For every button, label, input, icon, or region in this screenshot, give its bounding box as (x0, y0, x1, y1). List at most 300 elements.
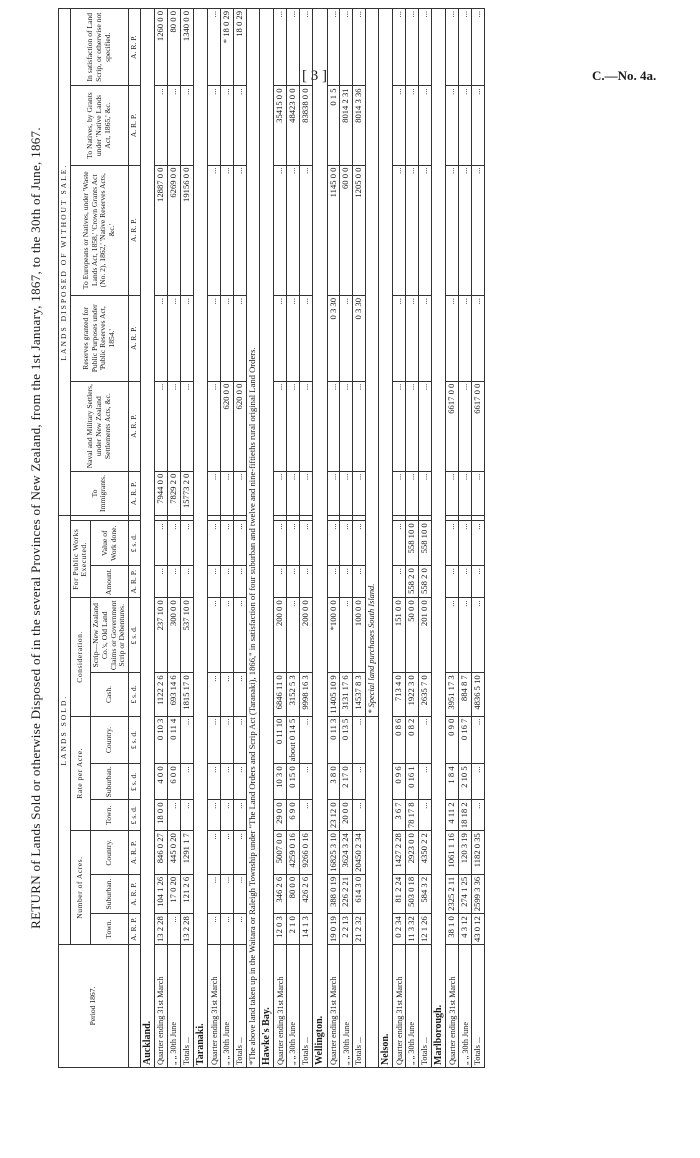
period-cell: Totals ... (419, 945, 432, 1068)
immigrants-cell: ... (208, 471, 221, 516)
acres-header: Number of Acres. (70, 831, 90, 945)
rate-town-cell: ... (234, 800, 247, 831)
town-cell: 2 2 13 (340, 914, 353, 945)
suburban-cell: 584 3 2 (419, 874, 432, 913)
cash-cell: 1815 17 0 (181, 673, 194, 716)
immigrants-cell: ... (234, 471, 247, 516)
rate-suburban-cell: 0 16 1 (406, 764, 419, 800)
natives-cell: ... (181, 86, 194, 165)
amount-cell: ... (234, 566, 247, 598)
cash-cell: 2635 7 0 (419, 673, 432, 716)
suburban-cell: 274 1 25 (459, 874, 472, 913)
reserves-cell: ... (234, 295, 247, 381)
reserves-cell: ... (340, 295, 353, 381)
footnote-row (247, 9, 260, 1068)
value-cell: ... (181, 521, 194, 566)
town-cell: 21 2 32 (353, 914, 366, 945)
document-reference: C.—No. 4a. (592, 68, 657, 83)
immigrants-cell: ... (300, 471, 313, 516)
spacer-cell (327, 516, 340, 521)
province-name: Auckland. (140, 9, 155, 1068)
period-cell: Totals ... (353, 945, 366, 1068)
cash-cell: 11405 10 9 (327, 673, 340, 716)
town-cell: ... (234, 914, 247, 945)
natives-cell: ... (155, 86, 168, 165)
units-cell: A. R. P. (129, 86, 141, 165)
amount-cell: ... (327, 566, 340, 598)
table-row (168, 9, 181, 1068)
period-cell: „ „ 30th June (221, 945, 234, 1068)
spacer-cell (459, 516, 472, 521)
scrip-cell: 201 0 0 (419, 598, 432, 673)
rate-suburban-cell: ... (353, 764, 366, 800)
table-row (208, 9, 221, 1068)
reserves-cell: ... (393, 295, 406, 381)
units-cell: £ s. d. (129, 673, 141, 716)
cash-cell: 4836 5 10 (472, 673, 485, 716)
province-name: Taranaki. (193, 9, 208, 1068)
europeans-cell: ... (406, 165, 419, 295)
units-cell: £ s. d. (129, 598, 141, 673)
satisfaction-cell: 80 0 0 (168, 9, 181, 86)
rate-suburban-cell: ... (234, 764, 247, 800)
europeans-cell: ... (459, 165, 472, 295)
value-cell: ... (274, 521, 287, 566)
satisfaction-cell: ... (300, 9, 313, 86)
country-cell: 1291 1 7 (181, 831, 194, 875)
europeans-cell: ... (393, 165, 406, 295)
rate-country-cell: ... (208, 716, 221, 764)
amount-header: Amount. (91, 566, 129, 598)
rate-country-cell: 0 9 0 (446, 716, 459, 764)
naval-cell: 6617 0 0 (446, 381, 459, 471)
spacer-cell (340, 516, 353, 521)
rate-suburban-cell: ... (221, 764, 234, 800)
europeans-cell: 60 0 0 (340, 165, 353, 295)
scrip-cell: 151 0 0 (393, 598, 406, 673)
town-cell: 19 0 19 (327, 914, 340, 945)
scrip-cell: ... (287, 598, 300, 673)
suburban-cell: 17 0 20 (168, 874, 181, 913)
scrip-cell: 300 0 0 (168, 598, 181, 673)
satisfaction-cell: * 18 0 29 (221, 9, 234, 86)
reserves-cell: ... (181, 295, 194, 381)
country-cell: 5007 0 0 (274, 831, 287, 875)
value-cell: 558 10 0 (419, 521, 432, 566)
units-cell: A. R. P. (129, 914, 141, 945)
naval-cell: 6617 0 0 (472, 381, 485, 471)
spacer-cell (234, 516, 247, 521)
town-cell: 11 3 32 (406, 914, 419, 945)
value-cell: ... (459, 521, 472, 566)
naval-cell: ... (208, 381, 221, 471)
satisfaction-cell: ... (287, 9, 300, 86)
satisfaction-cell: ... (419, 9, 432, 86)
spacer-cell (168, 516, 181, 521)
natives-cell: 48423 0 0 (287, 86, 300, 165)
rate-country-cell: ... (221, 716, 234, 764)
reserves-cell: ... (419, 295, 432, 381)
europeans-cell: ... (419, 165, 432, 295)
suburban-cell: 80 0 0 (287, 874, 300, 913)
country-cell: 120 3 19 (459, 831, 472, 875)
page-number: [ 3 ] (302, 68, 327, 84)
immigrants-cell: ... (287, 471, 300, 516)
totals-row (300, 9, 313, 1068)
immigrants-cell: 15773 2 0 (181, 471, 194, 516)
table-row (221, 9, 234, 1068)
spacer-cell (446, 516, 459, 521)
rate-town-cell: 3 6 7 (393, 800, 406, 831)
suburban-cell: 614 3 0 (353, 874, 366, 913)
reserves-cell: ... (459, 295, 472, 381)
europeans-cell: 1145 0 0 (327, 165, 340, 295)
country-cell: ... (208, 831, 221, 875)
rotated-return-table (14, 0, 700, 1088)
cash-cell: ... (221, 673, 234, 716)
table-row (393, 9, 406, 1068)
europeans-cell: ... (446, 165, 459, 295)
province-row (259, 9, 274, 1068)
satisfaction-cell: ... (353, 9, 366, 86)
amount-cell: ... (208, 566, 221, 598)
spacer-cell (208, 516, 221, 521)
country-cell: 846 0 27 (155, 831, 168, 875)
immigrants-cell: ... (446, 471, 459, 516)
satisfaction-cell: ... (327, 9, 340, 86)
rate-town-cell: 6 9 0 (287, 800, 300, 831)
natives-cell: 8014 3 36 (353, 86, 366, 165)
rate-suburban-cell: 2 10 5 (459, 764, 472, 800)
totals-row (353, 9, 366, 1068)
country-cell: 9266 0 16 (300, 831, 313, 875)
rate-suburban-cell: ... (181, 764, 194, 800)
province-name: Marlborough. (431, 9, 446, 1068)
natives-header: To Natives, by Grants under 'Native Lands Act, 1865,' &c. (70, 86, 128, 165)
value-cell: ... (340, 521, 353, 566)
country-cell: 20450 2 34 (353, 831, 366, 875)
totals-row (181, 9, 194, 1068)
table-row (287, 9, 300, 1068)
spacer-cell (274, 516, 287, 521)
cash-cell: 884 8 7 (459, 673, 472, 716)
town-cell: 12 1 26 (419, 914, 432, 945)
europeans-cell: 1205 0 0 (353, 165, 366, 295)
naval-cell: ... (393, 381, 406, 471)
suburban-cell: 226 2 21 (340, 874, 353, 913)
value-cell: 558 10 0 (406, 521, 419, 566)
cash-cell: 9998 16 3 (300, 673, 313, 716)
suburban-cell: 2599 3 36 (472, 874, 485, 913)
public-works-header: For Public Works Executed. (70, 521, 90, 598)
table-row (327, 9, 340, 1068)
town-cell: ... (168, 914, 181, 945)
immigrants-cell: ... (419, 471, 432, 516)
satisfaction-cell: ... (459, 9, 472, 86)
town-cell: 38 1 0 (446, 914, 459, 945)
province-row (378, 9, 393, 1068)
immigrants-header: To Immigrants. (70, 471, 128, 516)
amount-cell: ... (221, 566, 234, 598)
rate-country-cell: ... (472, 716, 485, 764)
naval-cell: ... (353, 381, 366, 471)
units-cell: A. R. P. (129, 874, 141, 913)
naval-cell: ... (168, 381, 181, 471)
units-cell (129, 945, 141, 1068)
cash-cell: ... (208, 673, 221, 716)
rate-suburban-cell: ... (419, 764, 432, 800)
immigrants-cell: ... (274, 471, 287, 516)
scrip-header: Scrip—New Zealand Co.'s, Old Land Claims or Government Scrip or Debentures. (91, 598, 129, 673)
amount-cell: ... (353, 566, 366, 598)
rate-suburban-header: Suburban. (91, 764, 129, 800)
naval-cell: ... (181, 381, 194, 471)
rate-town-cell: 20 0 0 (340, 800, 353, 831)
natives-cell: ... (446, 86, 459, 165)
totals-row (234, 9, 247, 1068)
rate-suburban-cell: 6 0 0 (168, 764, 181, 800)
reserves-cell: ... (446, 295, 459, 381)
rate-suburban-cell: ... (300, 764, 313, 800)
reserves-header: Reserves granted for Public Purposes under 'Public Reserves Act, 1854.' (70, 295, 128, 381)
rate-town-cell: 18 0 0 (155, 800, 168, 831)
rate-suburban-cell: 10 3 0 (274, 764, 287, 800)
naval-cell: ... (327, 381, 340, 471)
rate-town-cell: ... (300, 800, 313, 831)
town-cell: 4 3 12 (459, 914, 472, 945)
country-cell: 2923 0 0 (406, 831, 419, 875)
natives-cell: 8014 2 31 (340, 86, 353, 165)
scrip-cell: 537 10 0 (181, 598, 194, 673)
value-cell: ... (446, 521, 459, 566)
immigrants-cell: ... (406, 471, 419, 516)
spacer-cell (155, 516, 168, 521)
period-cell: „ „ 30th June (459, 945, 472, 1068)
rate-town-cell: ... (181, 800, 194, 831)
value-work-header: Value of Work done. (91, 521, 129, 566)
scrip-cell: ... (459, 598, 472, 673)
suburban-cell: 2325 2 11 (446, 874, 459, 913)
satisfaction-cell: ... (406, 9, 419, 86)
units-cell: A. R. P. (129, 381, 141, 471)
country-cell: 4350 2 2 (419, 831, 432, 875)
rate-country-cell: 0 10 3 (155, 716, 168, 764)
satisfaction-cell: ... (393, 9, 406, 86)
naval-cell: ... (274, 381, 287, 471)
rate-country-cell: 0 11 4 (168, 716, 181, 764)
rate-country-cell: ... (353, 716, 366, 764)
amount-cell: ... (181, 566, 194, 598)
natives-cell: 35415 0 0 (274, 86, 287, 165)
amount-cell: ... (300, 566, 313, 598)
europeans-cell: ... (472, 165, 485, 295)
table-row (459, 9, 472, 1068)
country-cell: 3624 3 24 (340, 831, 353, 875)
reserves-cell: ... (274, 295, 287, 381)
naval-cell: ... (287, 381, 300, 471)
value-cell: ... (208, 521, 221, 566)
value-cell: ... (168, 521, 181, 566)
rate-suburban-cell: 0 9 6 (393, 764, 406, 800)
reserves-cell: ... (221, 295, 234, 381)
natives-cell: ... (472, 86, 485, 165)
period-cell: „ „ 30th June (340, 945, 353, 1068)
spacer-cell (221, 516, 234, 521)
cash-cell: 3152 5 3 (287, 673, 300, 716)
blank-cell (366, 716, 379, 1067)
totals-row (472, 9, 485, 1068)
rate-country-cell: ... (419, 716, 432, 764)
value-cell: ... (221, 521, 234, 566)
naval-cell: ... (419, 381, 432, 471)
period-cell: Quarter ending 31st March (327, 945, 340, 1068)
province-row (313, 9, 328, 1068)
rate-country-cell: 0 16 7 (459, 716, 472, 764)
cash-cell: 14537 8 3 (353, 673, 366, 716)
satisfaction-cell: ... (340, 9, 353, 86)
period-cell: Totals ... (300, 945, 313, 1068)
rate-town-cell: ... (208, 800, 221, 831)
period-cell: „ „ 30th June (168, 945, 181, 1068)
immigrants-cell: ... (340, 471, 353, 516)
province-name: Hawke's Bay. (259, 9, 274, 1068)
units-cell: A. R. P. (129, 831, 141, 875)
reserves-cell: ... (406, 295, 419, 381)
natives-cell: ... (406, 86, 419, 165)
rate-country-cell: 0 8 2 (406, 716, 419, 764)
scrip-cell: ... (446, 598, 459, 673)
satisfaction-cell: ... (446, 9, 459, 86)
satisfaction-cell: 1260 0 0 (155, 9, 168, 86)
satisfaction-cell: ... (208, 9, 221, 86)
rate-country-cell: 0 8 6 (393, 716, 406, 764)
value-cell: ... (300, 521, 313, 566)
units-cell: A. R. P. (129, 165, 141, 295)
period-cell: „ „ 30th June (287, 945, 300, 1068)
natives-cell: ... (234, 86, 247, 165)
rate-town-cell: 23 12 0 (327, 800, 340, 831)
amount-cell: ... (340, 566, 353, 598)
scrip-cell: *100 0 0 (327, 598, 340, 673)
province-name: Nelson. (378, 9, 393, 1068)
lands-sold-header: LANDS SOLD. (59, 516, 71, 945)
period-cell: „ „ 30th June (406, 945, 419, 1068)
cash-cell: 3131 17 6 (340, 673, 353, 716)
acres-suburban-header: Suburban. (91, 874, 129, 913)
rate-header: Rate per Acre. (70, 716, 90, 831)
suburban-cell: 104 1 26 (155, 874, 168, 913)
cash-cell: 1122 2 6 (155, 673, 168, 716)
totals-row (419, 9, 432, 1068)
reserves-cell: ... (155, 295, 168, 381)
satisfaction-cell: ... (472, 9, 485, 86)
rate-country-cell: ... (181, 716, 194, 764)
europeans-cell: 19156 0 0 (181, 165, 194, 295)
naval-cell: ... (406, 381, 419, 471)
europeans-cell: ... (208, 165, 221, 295)
cash-cell: 6846 11 0 (274, 673, 287, 716)
amount-cell: ... (472, 566, 485, 598)
rate-suburban-cell: 2 17 0 (340, 764, 353, 800)
scrip-cell: ... (340, 598, 353, 673)
natives-cell: ... (168, 86, 181, 165)
suburban-cell: 426 2 6 (300, 874, 313, 913)
period-cell: Totals ... (472, 945, 485, 1068)
satisfaction-cell: 18 0 29 (234, 9, 247, 86)
amount-cell: 558 2 0 (419, 566, 432, 598)
acres-town-header: Town. (91, 914, 129, 945)
country-cell: 4259 0 16 (287, 831, 300, 875)
town-cell: 13 2 28 (181, 914, 194, 945)
town-cell: 13 2 28 (155, 914, 168, 945)
rate-town-cell: ... (168, 800, 181, 831)
town-cell: ... (221, 914, 234, 945)
rate-town-cell: 18 18 2 (459, 800, 472, 831)
table-row (406, 9, 419, 1068)
suburban-cell: 503 0 18 (406, 874, 419, 913)
rate-town-cell: 78 17 8 (406, 800, 419, 831)
europeans-cell: ... (300, 165, 313, 295)
town-cell: 12 0 3 (274, 914, 287, 945)
reserves-cell: 0 3 30 (327, 295, 340, 381)
cash-cell: 3951 17 3 (446, 673, 459, 716)
special-note-row (366, 9, 379, 1068)
natives-cell: ... (221, 86, 234, 165)
cash-cell: 713 4 0 (393, 673, 406, 716)
rate-suburban-cell: 1 8 4 (446, 764, 459, 800)
province-row (431, 9, 446, 1068)
natives-cell: ... (459, 86, 472, 165)
cash-cell: ... (234, 673, 247, 716)
spacer-cell (419, 516, 432, 521)
value-cell: ... (353, 521, 366, 566)
acres-country-header: Country. (91, 831, 129, 875)
units-cell: A. R. P. (129, 9, 141, 86)
country-cell: 445 0 20 (168, 831, 181, 875)
town-cell: ... (208, 914, 221, 945)
spacer-cell (472, 516, 485, 521)
immigrants-cell: ... (459, 471, 472, 516)
suburban-cell: 346 2 6 (274, 874, 287, 913)
cash-cell: 1922 3 0 (406, 673, 419, 716)
country-cell: 16825 3 10 (327, 831, 340, 875)
amount-cell: ... (274, 566, 287, 598)
town-cell: 43 0 12 (472, 914, 485, 945)
immigrants-cell: 7829 2 0 (168, 471, 181, 516)
reserves-cell: ... (300, 295, 313, 381)
europeans-header: To Europeans or Natives, under 'Waste Lands Act, 1858,' 'Crown Grants Act (No. 2), 1862,' 'Native Reserves Acts, &c.' (70, 165, 128, 295)
units-cell: £ s. d. (129, 800, 141, 831)
rate-country-cell: 0 11 10 (274, 716, 287, 764)
consideration-header: Consideration. (70, 598, 90, 716)
reserves-cell: ... (287, 295, 300, 381)
rate-town-cell: 4 11 2 (446, 800, 459, 831)
rate-town-cell: 29 0 0 (274, 800, 287, 831)
amount-cell: ... (287, 566, 300, 598)
province-name: Wellington. (313, 9, 328, 1068)
scrip-cell: ... (234, 598, 247, 673)
scrip-cell: 200 0 0 (274, 598, 287, 673)
suburban-cell: 81 2 24 (393, 874, 406, 913)
spacer-cell (353, 516, 366, 521)
immigrants-cell: ... (327, 471, 340, 516)
units-cell: A. R. P. (129, 471, 141, 516)
naval-header: Naval and Military Settlers, under New Zealand Settlements Acts, &c. (70, 381, 128, 471)
europeans-cell: 6269 0 0 (168, 165, 181, 295)
rate-suburban-cell: 4 0 0 (155, 764, 168, 800)
amount-cell: 558 2 0 (406, 566, 419, 598)
town-cell: 0 2 34 (393, 914, 406, 945)
